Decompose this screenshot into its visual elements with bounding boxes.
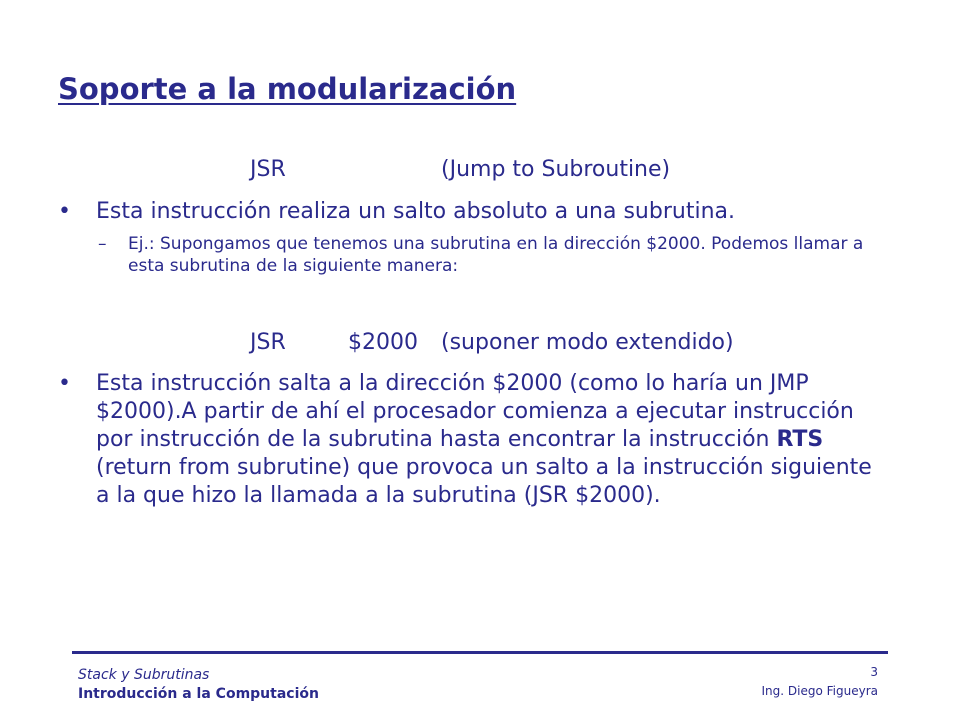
bullet-text <box>96 370 888 510</box>
rts-keyword: RTS <box>776 427 824 452</box>
footer-divider <box>72 651 888 654</box>
footer-author: Ing. Diego Figueyra <box>761 684 878 698</box>
example-mnemonic: JSR <box>250 330 286 355</box>
bullet-item <box>58 370 888 510</box>
page-number: 3 <box>870 665 878 679</box>
bullet-text: Esta instrucción realiza un salto absoluto a una subrutina. <box>96 199 735 224</box>
jsr-description: (Jump to Subroutine) <box>441 157 671 182</box>
example-comment: (suponer modo extendido) <box>441 330 734 355</box>
sub-bullet-item <box>98 233 888 277</box>
jsr-mnemonic: JSR <box>250 157 286 182</box>
sub-bullet-text: Ej.: Supongamos que tenemos una subrutina en la dirección $2000. Podemos llamar a esta subrutina de la siguiente manera: <box>128 234 864 276</box>
bullet-text-start: Esta instrucción salta a la dirección $2000 (como lo haría un JMP $2000).A partir de ahí el procesador comienza a ejecutar instrucción por instrucción de la subrutina hasta encontrar la instrucción <box>96 371 854 452</box>
example-operand: $2000 <box>348 330 418 355</box>
footer-topic: Stack y Subrutinas <box>78 667 210 683</box>
bullet-marker: • <box>58 371 71 396</box>
bullet-item <box>58 198 888 226</box>
bullet-text-end: (return from subrutine) que provoca un salto a la instrucción siguiente a la que hizo la llamada a la subrutina (JSR $2000). <box>96 455 872 508</box>
slide-title: Soporte a la modularización <box>58 72 517 106</box>
bullet-marker: • <box>58 199 71 224</box>
footer-course: Introducción a la Computación <box>78 686 319 702</box>
sub-bullet-marker: – <box>98 234 107 254</box>
